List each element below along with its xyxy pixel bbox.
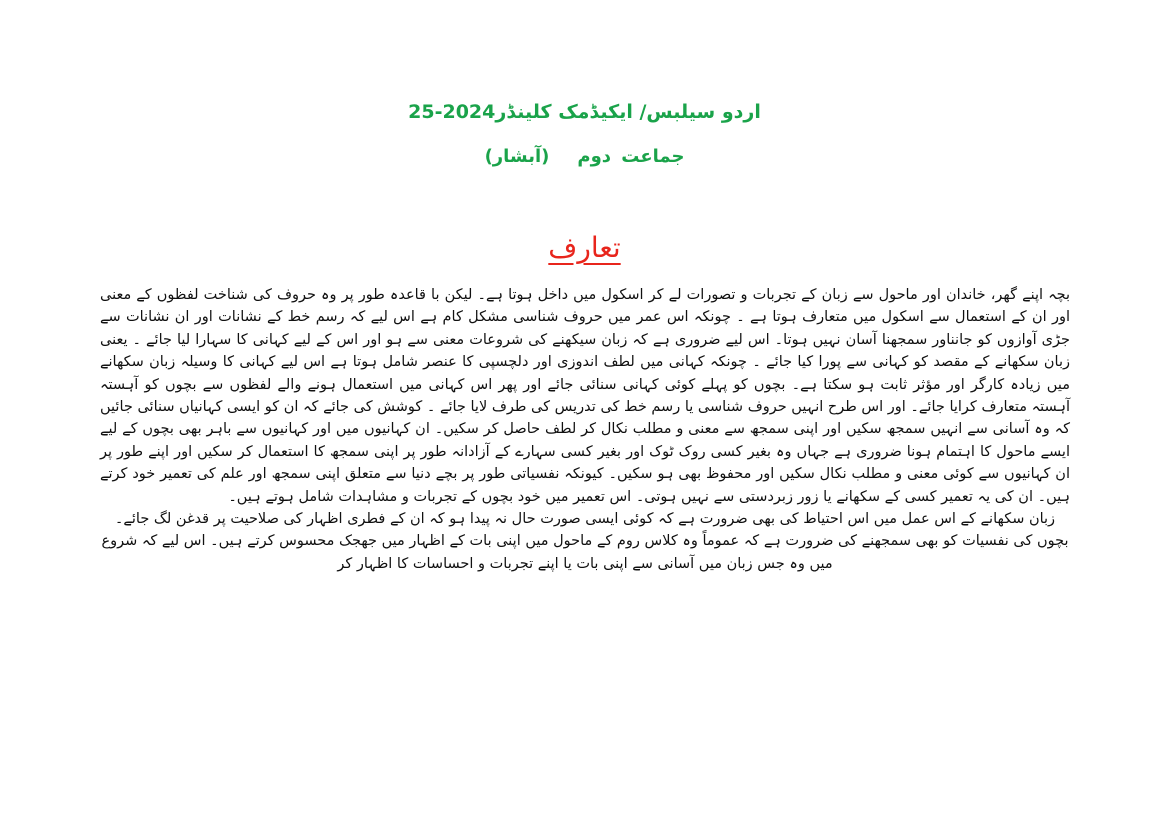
section-heading: تعارف xyxy=(548,231,621,264)
book-name: (آبشار) xyxy=(484,146,550,167)
class-label: جماعت دوم xyxy=(577,146,685,167)
paragraph-language-teaching: زبان سکھانے کے اس عمل میں اس احتیاط کی بھی ضرورت ہے کہ کوئی ایسی صورت حال نہ پیدا ہو کہ ان کے فطری اظہار کی صلاحیت پر قدغن لگ جائے۔ بچوں کی نفسیات کو بھی سمجھنے کی ضرورت ہے کہ عموماً وہ کلاس روم کے ماحول میں اپنی بات کے اظہار میں جھجک محسوس کرتے ہیں۔ اس لیے کہ شروع میں وہ جس زبان میں آسانی سے اپنی بات یا اپنے تجربات و احساسات کا اظہار کر xyxy=(101,511,1069,572)
paragraph-introduction: بچہ اپنے گھر، خاندان اور ماحول سے زبان کے تجربات و تصورات لے کر اسکول میں داخل ہوتا ہے۔ لیکن با قاعدہ طور پر وہ حروف کی شناخت لفظوں کے معنی اور ان کے استعمال سے اسکول میں متعارف ہوتا ہے ۔ چونکہ اس عمر میں حروف شناسی مشکل کام ہے اس لیے کہ رسم خط کے نشانات اور ان نشانات سے جڑی آوازوں کو جانناور سمجھنا آسان نہیں ہوتا۔ اس لیے ضروری ہے کہ زبان سیکھنے کی شروعات معنی سے ہو اور اس کے لیے کہانی کا سہارا لیا جائے ۔ یعنی زبان سکھانے کے مقصد کو کہانی سے پورا کیا جائے ۔ چونکہ کہانی میں لطف اندوزی اور دلچسپی کا عنصر شامل ہوتا ہے اس لیے کہانی کا وسیلہ زبان سکھانے میں زیادہ کارگر اور مؤثر ثابت ہو سکتا ہے۔ بچوں کو پہلے کوئی کہانی سنائی جائے اور پھر اس کہانی میں استعمال ہونے والے لفظوں سے بچوں کو آہستہ آہستہ متعارف کرایا جائے۔ اور اس طرح انہیں حروف شناسی یا رسم خط کی تدریس کی طرف لایا جائے ۔ کوشش کی جائے کہ ان کو ایسی کہانیاں سنائی جائیں کہ وہ آسانی سے انہیں سمجھ سکیں اور اپنی سمجھ سے معنی و مطلب نکال کر لطف حاصل کر سکیں۔ ان کہانیوں میں اور کہانیوں سے باہر بھی بچوں کے لیے ایسے ماحول کا اہتمام ہونا ضروری ہے جہاں وہ بغیر کسی روک ٹوک اور بغیر کسی سہارے کے آزادانہ طور پر اپنی سمجھ کا استعمال کر سکیں اور اپنے طور پر ان کہانیوں سے کوئی معنی و مطلب نکال سکیں اور محفوظ بھی ہو سکیں۔ کیونکہ نفسیاتی طور پر بچے دنیا سے متعلق اپنی سمجھ اور علم کی تعمیر خود کرتے ہیں۔ ان کی یہ تعمیر کسی کے سکھانے یا زور زبردستی سے نہیں ہوتی۔ اس تعمیر میں خود بچوں کے تجربات و مشاہدات شامل ہوتے ہیں۔ xyxy=(100,287,1070,505)
page-subtitle xyxy=(0,144,1169,170)
page-title: اردو سیلبس/ ایکیڈمک کلینڈر2024-25 xyxy=(408,101,761,123)
body-text xyxy=(100,284,1070,575)
